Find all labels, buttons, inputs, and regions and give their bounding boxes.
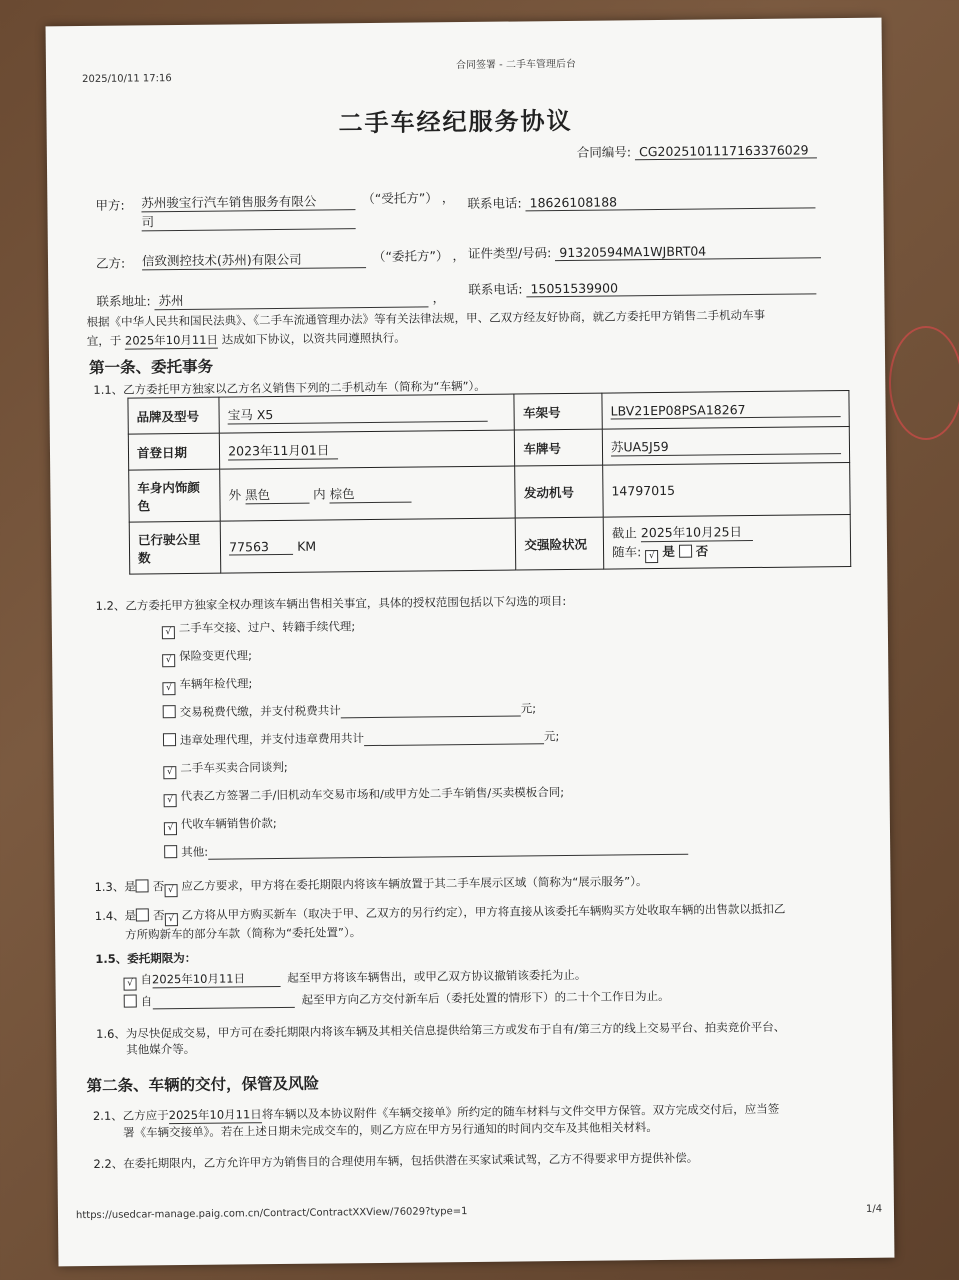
clause-2-1-date: 2025年10月11日 <box>168 1107 262 1123</box>
authorization-list <box>162 615 688 872</box>
mileage-number: 77563 <box>229 538 293 555</box>
clause-2-1-pre: 2.1、乙方应于 <box>92 1108 169 1123</box>
insurance-yes-label: 是 <box>662 543 675 559</box>
clause-1-5-option2 <box>124 988 670 1010</box>
print-datetime: 2025/10/11 17:16 <box>82 73 172 86</box>
plate-value <box>602 427 849 466</box>
party-b-comma: ， <box>452 248 465 264</box>
party-a-name-line2: 司 <box>141 210 355 231</box>
auth-checkbox[interactable]: √ <box>164 822 177 835</box>
clause-2-2: 2.2、在委托期限内，乙方允许甲方为销售目的合理使用车辆，包括供潜在买家试乘试驾，乙方不得要求甲方提供补偿。 <box>93 1150 699 1171</box>
insurance-no-checkbox[interactable] <box>679 544 692 557</box>
mileage-value <box>220 518 516 573</box>
exterior-color: 黑色 <box>245 485 309 505</box>
clause-1-3-no-checkbox[interactable]: √ <box>164 884 177 897</box>
document-title: 二手车经纪服务协议 <box>338 106 573 138</box>
auth-item-text: 保险变更代理; <box>179 648 253 664</box>
mileage-label: 已行驶公里数 <box>129 521 221 574</box>
clause-1-3-num: 1.3、 <box>94 879 125 894</box>
clause-1-4-no-checkbox[interactable]: √ <box>165 913 178 926</box>
term-option2-pre: 自 <box>140 994 153 1009</box>
clause-1-4-no: 否 <box>153 908 165 923</box>
party-a-role-text: （“受托方”） <box>362 190 438 207</box>
term-option2-post: 起至甲方向乙方交付新车后（委托处置的情形下）的二十个工作日为止。 <box>301 988 670 1007</box>
intro-date: 2025年10月11日 <box>124 332 219 348</box>
contract-number-label: 合同编号: <box>576 144 632 160</box>
intro-post: 达成如下协议，以资共同遵照执行。 <box>221 330 406 347</box>
auth-item-text: 违章处理代理，并支付违章费用共计 <box>179 731 365 748</box>
reg-date-value <box>219 430 515 469</box>
term-option1-checkbox[interactable]: √ <box>123 978 136 991</box>
party-a-phone-value: 18626108188 <box>526 192 816 211</box>
section2-title: 第二条、车辆的交付，保管及风险 <box>86 1074 320 1096</box>
reg-date-label: 首登日期 <box>128 433 220 470</box>
mileage-unit: KM <box>297 538 317 554</box>
party-b-id-label: 证件类型/号码: <box>467 245 552 261</box>
interior-label: 内 <box>313 486 326 502</box>
vin-value <box>602 391 849 430</box>
auth-item-text: 车辆年检代理; <box>179 676 253 692</box>
insurance-value <box>603 515 851 570</box>
party-b-name <box>142 249 366 270</box>
clause-1-3 <box>94 873 647 898</box>
clause-1-6-line1: 1.6、为尽快促成交易，甲方可在委托期限内将该车辆及其相关信息提供给第三方或发布于自有/第三方的线上交易平台、拍卖竞价平台、 <box>96 1019 786 1041</box>
clause-1-4-yes: 是 <box>124 908 137 923</box>
party-b-phone <box>468 276 816 298</box>
term-option2-checkbox[interactable] <box>124 995 137 1008</box>
party-b-phone-value: 15051539900 <box>526 278 816 297</box>
contract-number <box>577 140 817 161</box>
party-a-role <box>362 188 454 207</box>
auth-item-text: 交易税费代缴，并支付税费共计 <box>179 703 341 720</box>
clause-1-2: 1.2、乙方委托甲方独家全权办理该车辆出售相关事宜，具体的授权范围包括以下勾选的项目: <box>95 593 567 613</box>
address-comma: ， <box>432 290 446 306</box>
auth-item-suffix: 元; <box>543 729 560 744</box>
auth-item-text: 其他: <box>181 844 209 860</box>
section1-title: 第一条、委托事务 <box>89 357 214 377</box>
clause-1-6-line2: 其他媒介等。 <box>126 1041 196 1057</box>
plate-label: 车牌号 <box>515 429 603 466</box>
insurance-until-label: 截止 <box>611 524 637 541</box>
clause-1-5-title: 1.5、委托期限为： <box>95 950 197 966</box>
party-b-id-value: 91320594MA1WJBRT04 <box>555 242 821 261</box>
brand-value <box>219 394 515 433</box>
clause-1-3-no: 否 <box>152 879 165 894</box>
auth-item-text: 二手车交接、过户、转籍手续代理; <box>178 619 356 636</box>
clause-1-5-option1 <box>123 967 586 991</box>
red-seal-stamp <box>889 326 959 440</box>
clause-1-6 <box>96 1019 785 1058</box>
party-b-name-value: 信致测控技术(苏州)有限公司 <box>142 249 366 270</box>
party-a-label: 甲方: <box>95 197 125 213</box>
party-b-id <box>468 240 822 262</box>
intro-line2 <box>87 330 406 350</box>
party-b-role-text: （“委托方”） <box>372 248 449 264</box>
auth-checkbox[interactable]: √ <box>162 626 175 639</box>
intro-line1: 根据《中华人民共和国民法典》、《二手车流通管理办法》等有关法律法规，甲、乙双方经友好协商，就乙方委托甲方销售二手机动车事 <box>86 307 766 329</box>
auth-item <box>164 839 688 872</box>
brand-value-text: 宝马 X5 <box>228 403 488 425</box>
clause-1-3-yes-checkbox[interactable] <box>136 879 149 892</box>
clause-1-4-yes-checkbox[interactable] <box>136 908 149 921</box>
party-b-role <box>373 246 465 265</box>
term-option1-pre: 自 <box>140 972 153 987</box>
auth-checkbox[interactable]: √ <box>164 794 177 807</box>
plate-value-text: 苏UA5J59 <box>611 435 841 456</box>
intro-pre: 宜，于 <box>86 333 122 348</box>
party-a-phone <box>467 190 815 212</box>
insurance-label: 交强险状况 <box>516 517 604 570</box>
clause-1-4-num: 1.4、 <box>94 908 125 923</box>
address-row <box>96 288 445 311</box>
clause-2-1 <box>93 1101 780 1141</box>
auth-item-text: 代表乙方签署二手/旧机动车交易市场和/或甲方处二手车销售/买卖模板合同; <box>180 785 565 804</box>
auth-checkbox[interactable] <box>164 845 177 858</box>
auth-checkbox[interactable]: √ <box>163 766 176 779</box>
exterior-label: 外 <box>228 487 242 503</box>
address-value: 苏州 <box>155 288 429 310</box>
party-a-comma: ， <box>441 190 455 206</box>
party-a-phone-label: 联系电话: <box>467 195 522 212</box>
footer-url: https://usedcar-manage.paig.com.cn/Contract/ContractXXView/76029?type=1 <box>75 1206 468 1222</box>
term-option1-post: 起至甲方将该车辆售出，或甲乙双方协议撤销该委托为止。 <box>287 967 587 985</box>
color-label: 车身内饰颜色 <box>129 469 221 522</box>
party-b-label: 乙方: <box>95 255 126 271</box>
clause-1-3-text: 应乙方要求，甲方将在委托期限内将该车辆放置于其二手车展示区域（简称为“展示服务”）。 <box>181 874 648 894</box>
clause-1-1: 1.1、乙方委托甲方独家以乙方名义销售下列的二手机动车（简称为“车辆”）。 <box>93 378 486 397</box>
auth-item-suffix: 元; <box>520 701 537 716</box>
clause-2-1-line2: 署《车辆交接单》。若在上述日期未完成交车的，则乙方应在甲方另行通知的时间内交车及其他相关材料。 <box>123 1120 658 1140</box>
vehicle-table <box>127 390 851 575</box>
contract-number-value: CG2025101117163376029 <box>635 142 817 160</box>
auth-checkbox[interactable] <box>163 733 176 746</box>
reg-date-text: 2023年11月01日 <box>228 440 338 460</box>
brand-label: 品牌及型号 <box>128 397 220 434</box>
insurance-yes-checkbox[interactable]: √ <box>645 550 658 563</box>
party-a-name <box>141 191 355 231</box>
interior-color: 棕色 <box>330 484 412 504</box>
engine-label: 发动机号 <box>515 465 603 518</box>
contract-page <box>46 18 895 1267</box>
address-label: 联系地址: <box>96 293 151 309</box>
clause-1-4 <box>95 901 786 943</box>
engine-value: 14797015 <box>603 463 851 518</box>
auth-item-text: 二手车买卖合同谈判; <box>180 759 288 776</box>
insurance-no-label: 否 <box>695 543 709 559</box>
vin-value-text: LBV21EP08PSA18267 <box>611 401 841 419</box>
vin-label: 车架号 <box>514 393 602 430</box>
auth-checkbox[interactable]: √ <box>162 682 175 695</box>
clause-1-4-line1: 乙方将从甲方购买新车（取决于甲、乙双方的另行约定），甲方将直接从该委托车辆购买方处收取车辆的出售款以抵扣乙 <box>181 901 786 923</box>
insurance-until-date: 2025年10月25日 <box>641 522 753 542</box>
footer-page: 1/4 <box>865 1203 883 1215</box>
clause-1-4-line2: 方所购新车的部分车款（简称为“委托处置”）。 <box>124 925 362 942</box>
auth-item-text: 代收车辆销售价款; <box>180 816 277 832</box>
auth-checkbox[interactable] <box>163 705 176 718</box>
insurance-with-car-label: 随车: <box>611 543 642 560</box>
party-b-phone-label: 联系电话: <box>468 281 523 297</box>
color-value <box>220 466 516 521</box>
term-option1-date: 2025年10月11日 <box>152 970 280 988</box>
clause-2-1-post: 将车辆以及本协议附件《车辆交接单》所约定的随车材料与文件交甲方保管。双方完成交付后，应当签 <box>261 1101 780 1122</box>
party-a-name-line1: 苏州骏宝行汽车销售服务有限公 <box>141 191 355 212</box>
print-site-title: 合同签署 - 二手车管理后台 <box>455 58 576 72</box>
auth-checkbox[interactable]: √ <box>162 654 175 667</box>
clause-1-3-yes: 是 <box>124 879 136 894</box>
